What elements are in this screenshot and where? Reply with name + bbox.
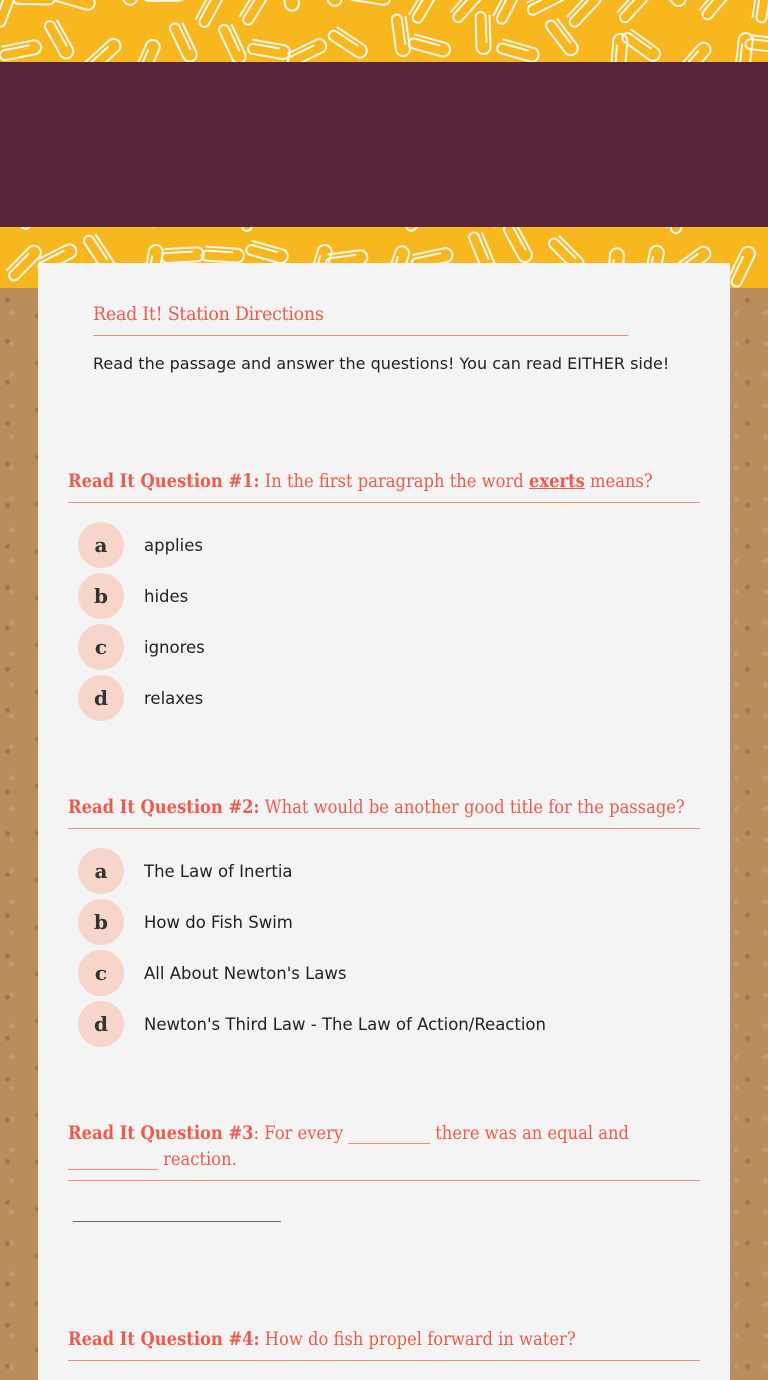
question-2-option-b[interactable] [78, 899, 678, 945]
option-letter-bubble[interactable]: a [78, 522, 124, 568]
paperclip-shape [752, 0, 768, 23]
paperclip-shape [745, 35, 768, 54]
paperclip-shape [43, 17, 76, 61]
paperclip-shape [238, 0, 272, 27]
paperclip-shape [0, 0, 18, 28]
question-2-option-a[interactable] [78, 848, 678, 894]
question-2-option-c[interactable] [78, 950, 678, 996]
paperclip-shape [391, 13, 411, 57]
question-2-text: What would be another good title for the passage? [259, 796, 685, 818]
paperclip-shape [52, 0, 96, 11]
question-1-option-d[interactable] [78, 675, 678, 721]
title-band [0, 62, 768, 227]
paperclip-shape [408, 33, 452, 58]
question-1-text: In the first paragraph the word [259, 470, 529, 492]
paperclip-shape [327, 26, 370, 61]
paperclip-shape [502, 221, 534, 265]
option-letter-bubble[interactable]: b [78, 899, 124, 945]
paperclip-shape [496, 38, 540, 63]
option-text: The Law of Inertia [144, 861, 293, 881]
paperclip-shape [544, 16, 581, 58]
option-letter-bubble[interactable]: b [78, 573, 124, 619]
paperclip-shape [168, 20, 199, 64]
paperclip-shape [697, 0, 735, 21]
paperclip-shape [524, 0, 568, 16]
option-text: hides [144, 586, 189, 606]
option-text: All About Newton's Laws [144, 963, 347, 983]
option-letter-bubble[interactable]: c [78, 624, 124, 670]
paperclip-shape [615, 0, 654, 24]
question-3-text: : For every __________ there was an equal and ___________ reaction. [68, 1122, 629, 1170]
paperclip-shape [217, 22, 248, 66]
paperclip-shape [247, 39, 291, 60]
paperclip-shape [565, 0, 604, 29]
question-4-heading [68, 1326, 700, 1361]
question-3-heading [68, 1120, 700, 1181]
question-1-keyword: exerts [528, 470, 585, 492]
option-text: applies [144, 535, 203, 555]
paperclip-shape [323, 0, 343, 7]
paperclip-shape [475, 12, 490, 54]
option-letter-bubble[interactable]: d [78, 675, 124, 721]
question-1-label: Read It Question #1: [68, 470, 260, 492]
option-letter-bubble[interactable]: a [78, 848, 124, 894]
question-1-option-b[interactable] [78, 573, 678, 619]
option-text: ignores [144, 637, 205, 657]
paperclip-shape [649, 0, 688, 9]
question-3-label: Read It Question #3 [68, 1122, 254, 1144]
worksheet [38, 263, 730, 1380]
paperclip-shape [194, 0, 226, 29]
directions-title: Read It! Station Directions [93, 303, 628, 336]
question-1-option-a[interactable] [78, 522, 678, 568]
question-2-option-d[interactable] [78, 1001, 678, 1047]
question-1-text-end: means? [584, 470, 653, 492]
paperclip-shape [348, 0, 392, 6]
option-letter-bubble[interactable]: c [78, 950, 124, 996]
paperclip-shape [0, 39, 42, 61]
question-2-label: Read It Question #2: [68, 796, 260, 818]
question-2-heading [68, 794, 700, 829]
answer-input[interactable] [73, 1221, 281, 1222]
directions-text: Read the passage and answer the questions! You can read EITHER side! [93, 354, 670, 373]
paperclip-shape [726, 244, 757, 288]
option-text: How do Fish Swim [144, 912, 293, 932]
question-1-option-c[interactable] [78, 624, 678, 670]
paperclip-shape [103, 0, 140, 8]
paperclip-shape [282, 0, 300, 11]
option-letter-bubble[interactable]: d [78, 1001, 124, 1047]
question-4-text: How do fish propel forward in water? [259, 1328, 576, 1350]
paperclip-shape [492, 0, 524, 25]
option-text: relaxes [144, 688, 204, 708]
paperclip-shape [201, 246, 244, 263]
paperclip-shape [245, 240, 289, 265]
question-4-label: Read It Question #4: [68, 1328, 260, 1350]
paperclip-shape [407, 0, 440, 25]
paperclip-shape [161, 247, 204, 263]
paperclip-shape [13, 0, 55, 5]
paperclip-shape [144, 0, 186, 1]
question-1-heading [68, 468, 700, 503]
option-text: Newton's Third Law - The Law of Action/Reaction [144, 1014, 546, 1034]
